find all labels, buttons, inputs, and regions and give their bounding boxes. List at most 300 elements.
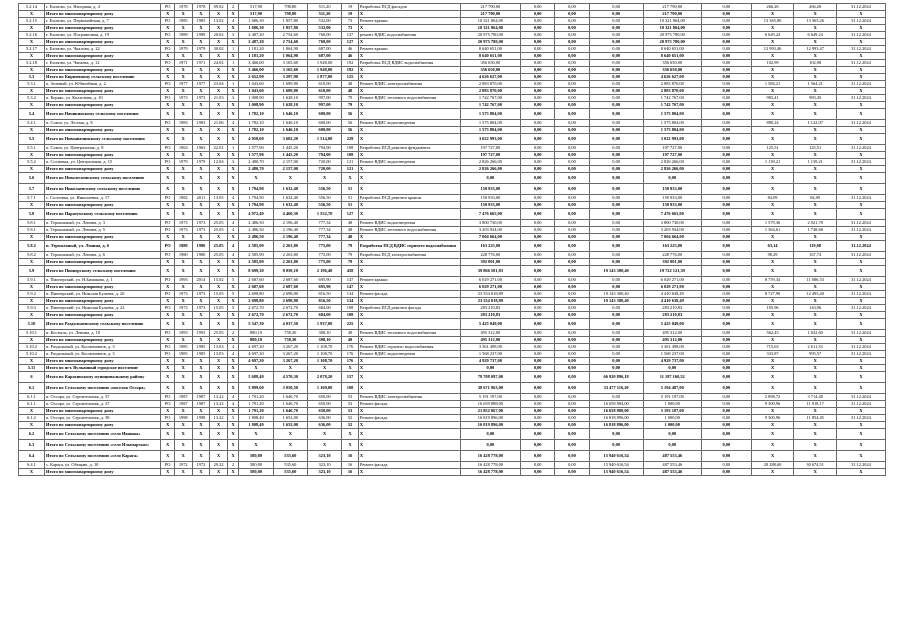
table-cell: 121 xyxy=(342,166,359,173)
table-cell: 4 697,20 xyxy=(239,344,273,351)
table-cell: 0,00 xyxy=(701,408,751,415)
table-cell: 1 xyxy=(227,81,238,88)
table-cell: 0,00 xyxy=(555,401,589,408)
table-cell: 4 697,20 xyxy=(239,358,273,365)
table-cell: 2 480,70 xyxy=(239,159,273,166)
table-cell: X xyxy=(358,67,460,74)
table-cell: Ремонт ВДИС водоотведения xyxy=(358,159,460,166)
table-cell: Ремонт фасада xyxy=(358,291,460,298)
table-cell: РО xyxy=(161,401,175,408)
table-cell: 0,00 xyxy=(521,365,555,372)
table-cell: 580,80 xyxy=(239,451,273,462)
table-cell: 7 476 665,00 xyxy=(643,209,701,220)
table-cell: 5.3.2 xyxy=(19,95,45,102)
table-cell: 4 626 627,00 xyxy=(643,74,701,81)
table-cell: X xyxy=(358,259,460,266)
table-cell: X xyxy=(174,284,192,291)
table-cell: 517,90 xyxy=(239,4,273,11)
table-cell: 3 267,20 xyxy=(273,358,307,365)
table-cell: 0,00 xyxy=(521,134,555,145)
table-cell: 23.04 xyxy=(210,81,228,88)
table-cell: 495 312,00 xyxy=(460,337,520,344)
table-cell: 1979 xyxy=(174,46,192,53)
table-cell: 1978 xyxy=(174,4,192,11)
table-cell: 0,00 xyxy=(555,337,589,344)
table-cell: X xyxy=(836,451,885,462)
table-cell: X xyxy=(227,39,238,46)
table-cell: X xyxy=(227,88,238,95)
table-cell: 48 xyxy=(342,81,359,88)
table-cell: 5.2.16 xyxy=(19,32,45,39)
table-cell: 2 611,33 xyxy=(794,344,837,351)
table-cell: 49 xyxy=(342,330,359,337)
table-cell: 323,10 xyxy=(307,462,341,469)
table-cell: 1993 xyxy=(174,330,192,337)
table-cell: п. Термальный, ул. Ленина, д. 6 xyxy=(44,241,160,252)
table-cell: 0,00 xyxy=(701,4,751,11)
table-cell: 1 575 804,00 xyxy=(460,120,520,127)
table-cell: X xyxy=(174,372,192,383)
table-cell: РО xyxy=(161,305,175,312)
table-cell: X xyxy=(192,372,210,383)
table-row xyxy=(19,401,886,408)
table-cell: X xyxy=(836,234,885,241)
table-cell: X xyxy=(273,173,307,184)
table-cell: 0,00 xyxy=(521,440,555,451)
table-cell: 0,00 xyxy=(521,109,555,120)
table-cell: Итого по Сельскому поселению «поселок Оссора» xyxy=(44,383,160,394)
table-cell: 798,80 xyxy=(273,11,307,18)
table-cell: 1972 xyxy=(192,462,210,469)
table-cell: 0,00 xyxy=(521,330,555,337)
table-cell: X xyxy=(192,39,210,46)
table-cell: 0,00 xyxy=(521,312,555,319)
table-cell: X xyxy=(836,422,885,429)
table-cell: X xyxy=(161,408,175,415)
table-cell: 0,00 xyxy=(701,284,751,291)
table-cell: 0,00 xyxy=(460,173,520,184)
table-cell: 1 000,00 xyxy=(643,422,701,429)
table-cell: 73 xyxy=(342,25,359,32)
table-cell: X xyxy=(342,365,359,372)
table-cell: X xyxy=(227,134,238,145)
table-cell: X xyxy=(161,67,175,74)
table-cell: 31.12.2024 xyxy=(836,4,885,11)
table-cell: 0,00 xyxy=(701,11,751,18)
table-cell: X xyxy=(227,74,238,81)
table-cell: X xyxy=(210,102,228,109)
table-cell: 1 646,70 xyxy=(273,408,307,415)
table-cell: 283 210,83 xyxy=(643,305,701,312)
table-cell: 2 486,50 xyxy=(239,220,273,227)
table-cell: X xyxy=(174,440,192,451)
table-cell: 31.12.2024 xyxy=(836,252,885,259)
subtotal-row xyxy=(19,241,886,252)
table-cell: 6 029 271,00 xyxy=(643,284,701,291)
table-cell: 0,00 xyxy=(521,173,555,184)
table-cell: X xyxy=(836,337,885,344)
table-cell: X xyxy=(174,319,192,330)
table-cell: 0,00 xyxy=(521,32,555,39)
table-cell: 150 933,00 xyxy=(460,195,520,202)
table-cell: 0,00 xyxy=(555,241,589,252)
table-cell: 0,00 xyxy=(555,351,589,358)
subtotal-row xyxy=(19,422,886,429)
subtotal-row xyxy=(19,469,886,476)
table-row xyxy=(19,195,886,202)
table-cell: 1973 xyxy=(174,305,192,312)
table-cell: 5 193 187,00 xyxy=(643,408,701,415)
table-cell: 147 xyxy=(342,284,359,291)
table-cell: 150 933,00 xyxy=(643,195,701,202)
table-cell: 2 698,80 xyxy=(239,298,273,305)
table-cell: 2 585,90 xyxy=(239,241,273,252)
table-cell: Итого по многоквартирному дому xyxy=(44,127,160,134)
table-cell: 125,51 xyxy=(751,145,794,152)
table-cell: 283 210,83 xyxy=(643,312,701,319)
table-cell: X xyxy=(161,53,175,60)
table-cell: 0,00 xyxy=(589,127,643,134)
table-cell: 2 652,90 xyxy=(239,74,273,81)
table-row xyxy=(19,18,886,25)
table-cell: 0,00 xyxy=(521,81,555,88)
table-cell: 580,80 xyxy=(239,462,273,469)
table-cell: 217 790,00 xyxy=(643,4,701,11)
table-cell: 79 xyxy=(342,95,359,102)
table-cell: 31.12.2024 xyxy=(836,81,885,88)
table-cell: X xyxy=(273,429,307,440)
table-cell: 0,00 xyxy=(460,365,520,372)
table-row xyxy=(19,46,886,53)
table-cell: 1977 xyxy=(174,81,192,88)
table-cell: 8 640 651,00 xyxy=(643,53,701,60)
table-cell: X xyxy=(751,234,794,241)
table-cell: X xyxy=(19,337,45,344)
table-cell: X xyxy=(836,319,885,330)
table-cell: 1 794,90 xyxy=(239,195,273,202)
table-cell: X xyxy=(836,173,885,184)
table-cell: 0,00 xyxy=(589,4,643,11)
table-cell: X xyxy=(227,166,238,173)
table-cell: 535,60 xyxy=(273,451,307,462)
table-cell: 5 425 049,00 xyxy=(643,319,701,330)
table-cell: 2 585,90 xyxy=(239,252,273,259)
table-cell: 1 857,80 xyxy=(273,18,307,25)
table-cell: 4 697,20 xyxy=(239,351,273,358)
table-cell: X xyxy=(794,372,837,383)
table-cell: Разработка ПСД ремонта крыши xyxy=(358,195,460,202)
table-cell: 2 826 266,00 xyxy=(643,166,701,173)
table-cell: 1 791,20 xyxy=(239,401,273,408)
table-cell: X xyxy=(227,53,238,60)
table-cell: 392 001,00 xyxy=(460,259,520,266)
table-cell: 15.02 xyxy=(210,277,228,284)
table-cell: X xyxy=(836,88,885,95)
table-cell: X xyxy=(161,173,175,184)
table-cell: 0,00 xyxy=(701,319,751,330)
table-cell: 79 708 097,00 xyxy=(460,372,520,383)
table-cell: 997,00 xyxy=(307,95,341,102)
table-cell: X xyxy=(161,109,175,120)
table-cell: 0,00 xyxy=(589,46,643,53)
table-cell: X xyxy=(227,284,238,291)
table-cell: 3 165,60 xyxy=(273,60,307,67)
table-cell: 5.7 xyxy=(19,184,45,195)
table-cell: РО xyxy=(161,291,175,298)
table-cell: 0,00 xyxy=(701,401,751,408)
table-cell: X xyxy=(192,298,210,305)
table-cell: 1 575 804,00 xyxy=(643,120,701,127)
table-cell: X xyxy=(192,209,210,220)
table-cell: РО xyxy=(161,344,175,351)
table-cell: 720,00 xyxy=(307,159,341,166)
table-cell: 10 321 864,00 xyxy=(460,18,520,25)
table-cell: 16 428 778,00 xyxy=(460,469,520,476)
table-cell: 6 649,24 xyxy=(751,32,794,39)
table-cell: 5.9.3 xyxy=(19,305,45,312)
table-cell: X xyxy=(161,372,175,383)
table-cell: 5.5 xyxy=(19,134,45,145)
table-cell: X xyxy=(836,184,885,195)
table-cell: 127 xyxy=(342,209,359,220)
table-cell: 768,00 xyxy=(307,39,341,46)
table-cell: X xyxy=(751,74,794,81)
table-cell: 0,00 xyxy=(555,277,589,284)
table-cell: 1980 xyxy=(192,252,210,259)
subtotal-row xyxy=(19,53,886,60)
table-cell: 487 553,46 xyxy=(643,469,701,476)
table-cell: X xyxy=(836,109,885,120)
table-cell: 6 xyxy=(19,372,45,383)
table-cell: X xyxy=(227,25,238,32)
table-cell: Итого по Сельскому поселению «село Карага» xyxy=(44,451,160,462)
table-cell: Ремонт ВДИС водоотведения xyxy=(358,351,460,358)
table-cell: 11 918,17 xyxy=(794,401,837,408)
table-cell: X xyxy=(751,184,794,195)
table-row xyxy=(19,95,886,102)
table-cell: Итого по Паратунскому сельскому поселению xyxy=(44,209,160,220)
table-cell: X xyxy=(174,184,192,195)
table-cell: X xyxy=(192,102,210,109)
table-cell: X xyxy=(227,429,238,440)
table-cell: 5.10.2 xyxy=(19,351,45,358)
table-cell: 3 267,20 xyxy=(273,344,307,351)
table-cell: X xyxy=(836,209,885,220)
table-cell: 5 547,30 xyxy=(239,319,273,330)
table-cell: 5.6 xyxy=(19,173,45,184)
table-cell: 0,00 xyxy=(555,195,589,202)
table-cell: X xyxy=(210,365,228,372)
table-cell: 1 794,90 xyxy=(239,202,273,209)
table-cell: 2 698,80 xyxy=(273,291,307,298)
table-cell: 0,00 xyxy=(589,39,643,46)
table-cell: X xyxy=(19,298,45,305)
table-cell: X xyxy=(836,266,885,277)
table-cell: 127 xyxy=(342,32,359,39)
table-cell: 0,00 xyxy=(521,127,555,134)
table-cell: 6 029 271,00 xyxy=(460,284,520,291)
table-cell: 5.5.1 xyxy=(19,145,45,152)
table-cell: X xyxy=(19,67,45,74)
table-cell: Итого по многоквартирному дому xyxy=(44,11,160,18)
table-cell: 157 xyxy=(342,372,359,383)
table-cell: РО xyxy=(161,60,175,67)
table-cell: X xyxy=(161,152,175,159)
table-row xyxy=(19,60,886,67)
table-cell: РО xyxy=(161,394,175,401)
table-cell: 0,00 xyxy=(555,305,589,312)
table-cell: X xyxy=(161,25,175,32)
table-cell: X xyxy=(836,67,885,74)
table-cell: 0,00 xyxy=(701,422,751,429)
table-cell: 1 043,60 xyxy=(239,81,273,88)
table-row xyxy=(19,32,886,39)
table-cell: 20 975 780,00 xyxy=(460,39,520,46)
table-cell: X xyxy=(358,440,460,451)
table-cell: 0,00 xyxy=(701,46,751,53)
table-cell: 1973 xyxy=(192,305,210,312)
table-cell: X xyxy=(192,202,210,209)
table-cell: X xyxy=(751,284,794,291)
table-cell: 0,00 xyxy=(555,184,589,195)
table-cell: X xyxy=(358,209,460,220)
table-cell: 0,00 xyxy=(555,134,589,145)
table-cell: Итого по многоквартирному дому xyxy=(44,102,160,109)
subtotal-row xyxy=(19,234,886,241)
table-cell: X xyxy=(227,337,238,344)
table-cell: 12.04 xyxy=(210,159,228,166)
table-cell: X xyxy=(751,25,794,32)
table-cell: 0,00 xyxy=(701,462,751,469)
subtotal-row xyxy=(19,358,886,365)
table-cell: X xyxy=(210,209,228,220)
table-cell: 5 425 049,00 xyxy=(460,319,520,330)
table-cell: 0,00 xyxy=(701,259,751,266)
table-cell: 1998 xyxy=(192,415,210,422)
table-cell: X xyxy=(358,422,460,429)
table-cell: 2 826 266,00 xyxy=(643,159,701,166)
table-cell: Итого по пгт. Вулканный городское поселение xyxy=(44,365,160,372)
table-cell: 15 940 616,54 xyxy=(589,462,643,469)
table-cell: 0,00 xyxy=(521,152,555,159)
table-cell: 1 948,00 xyxy=(307,60,341,67)
table-cell: X xyxy=(358,319,460,330)
table-cell: 0,00 xyxy=(555,166,589,173)
table-cell: 0,00 xyxy=(521,202,555,209)
table-cell: 0,00 xyxy=(589,440,643,451)
table-cell: 4 570,30 xyxy=(273,372,307,383)
table-cell: 2 196,40 xyxy=(273,227,307,234)
table-cell: 6.1.2 xyxy=(19,415,45,422)
table-cell: 48 xyxy=(342,220,359,227)
table-cell: 31.12.2024 xyxy=(836,159,885,166)
table-cell: РО xyxy=(161,159,175,166)
table-cell: 687,00 xyxy=(307,46,341,53)
table-cell: п. Термальный, ул. Ленина, д. 6 xyxy=(44,252,160,259)
table-cell: 580,80 xyxy=(239,469,273,476)
table-cell: 0,00 xyxy=(521,46,555,53)
table-cell: 73 xyxy=(342,18,359,25)
table-cell: 8 699,30 xyxy=(239,266,273,277)
table-cell: 1973 xyxy=(192,220,210,227)
table-cell: РО xyxy=(161,277,175,284)
table-cell: 0,00 xyxy=(589,330,643,337)
table-cell: X xyxy=(174,365,192,372)
table-cell: X xyxy=(192,67,210,74)
table-cell: X xyxy=(210,319,228,330)
table-cell: 4 xyxy=(227,220,238,227)
table-cell: 21 852 067,00 xyxy=(460,408,520,415)
table-cell: 0,00 xyxy=(589,344,643,351)
table-cell: Итого по многоквартирному дому xyxy=(44,298,160,305)
table-row xyxy=(19,227,886,234)
table-cell: РО xyxy=(161,95,175,102)
table-cell: Итого по Пионерскому сельскому поселению xyxy=(44,266,160,277)
table-cell: 3 xyxy=(227,32,238,39)
table-cell: 31.12.2024 xyxy=(836,220,885,227)
table-cell: Итого по многоквартирному дому xyxy=(44,312,160,319)
table-cell: X xyxy=(192,53,210,60)
table-cell: X xyxy=(192,259,210,266)
table-cell: 356 650,00 xyxy=(643,67,701,74)
table-cell: 127 xyxy=(342,39,359,46)
table-cell: 0,00 xyxy=(643,173,701,184)
table-cell: 1985 xyxy=(174,351,192,358)
table-cell: 3 466,00 xyxy=(239,67,273,74)
table-cell: X xyxy=(192,383,210,394)
table-cell: Ремонт ВДИС теплового водоснабжения xyxy=(358,330,460,337)
table-cell: 4 xyxy=(227,195,238,202)
table-cell: X xyxy=(794,39,837,46)
table-cell: п. Корякс, ул. Колхозная, д. 10 xyxy=(44,95,160,102)
table-cell: X xyxy=(161,422,175,429)
subtotal-row xyxy=(19,298,886,305)
table-cell: 5 191 197,00 xyxy=(460,394,520,401)
table-cell: X xyxy=(210,67,228,74)
table-cell: 1 064,90 xyxy=(273,46,307,53)
table-cell: 16 659 888,00 xyxy=(460,401,520,408)
table-cell: X xyxy=(161,166,175,173)
table-cell: 0,00 xyxy=(701,330,751,337)
table-cell: 0,00 xyxy=(701,451,751,462)
table-cell: 0,00 xyxy=(555,18,589,25)
table-cell: 5.3 xyxy=(19,74,45,81)
table-cell: 308,10 xyxy=(307,337,341,344)
table-cell: 4 929 737,00 xyxy=(643,358,701,365)
table-cell: 556,50 xyxy=(307,202,341,209)
table-cell: 1 742 767,00 xyxy=(460,102,520,109)
table-cell: 11 854,45 xyxy=(794,415,837,422)
table-cell: X xyxy=(836,440,885,451)
table-cell: X xyxy=(210,298,228,305)
table-cell: 4 xyxy=(227,18,238,25)
table-cell: X xyxy=(19,152,45,159)
table-cell: 197 727,00 xyxy=(460,145,520,152)
table-cell: 0,00 xyxy=(521,415,555,422)
table-cell: X xyxy=(342,440,359,451)
table-cell: Итого по многоквартирному дому xyxy=(44,422,160,429)
table-cell: X xyxy=(239,365,273,372)
table-cell: X xyxy=(751,127,794,134)
table-cell: п. Пионерский, ул. Н.Бимакова, д. 1 xyxy=(44,277,160,284)
table-cell: 636,00 xyxy=(307,422,341,429)
table-cell: 1979 xyxy=(174,159,192,166)
table-cell: 1963 xyxy=(192,145,210,152)
table-cell: 19 143 380,40 xyxy=(589,298,643,305)
table-cell: X xyxy=(751,152,794,159)
table-cell: РО xyxy=(161,4,175,11)
table-cell: 25.05 xyxy=(210,252,228,259)
